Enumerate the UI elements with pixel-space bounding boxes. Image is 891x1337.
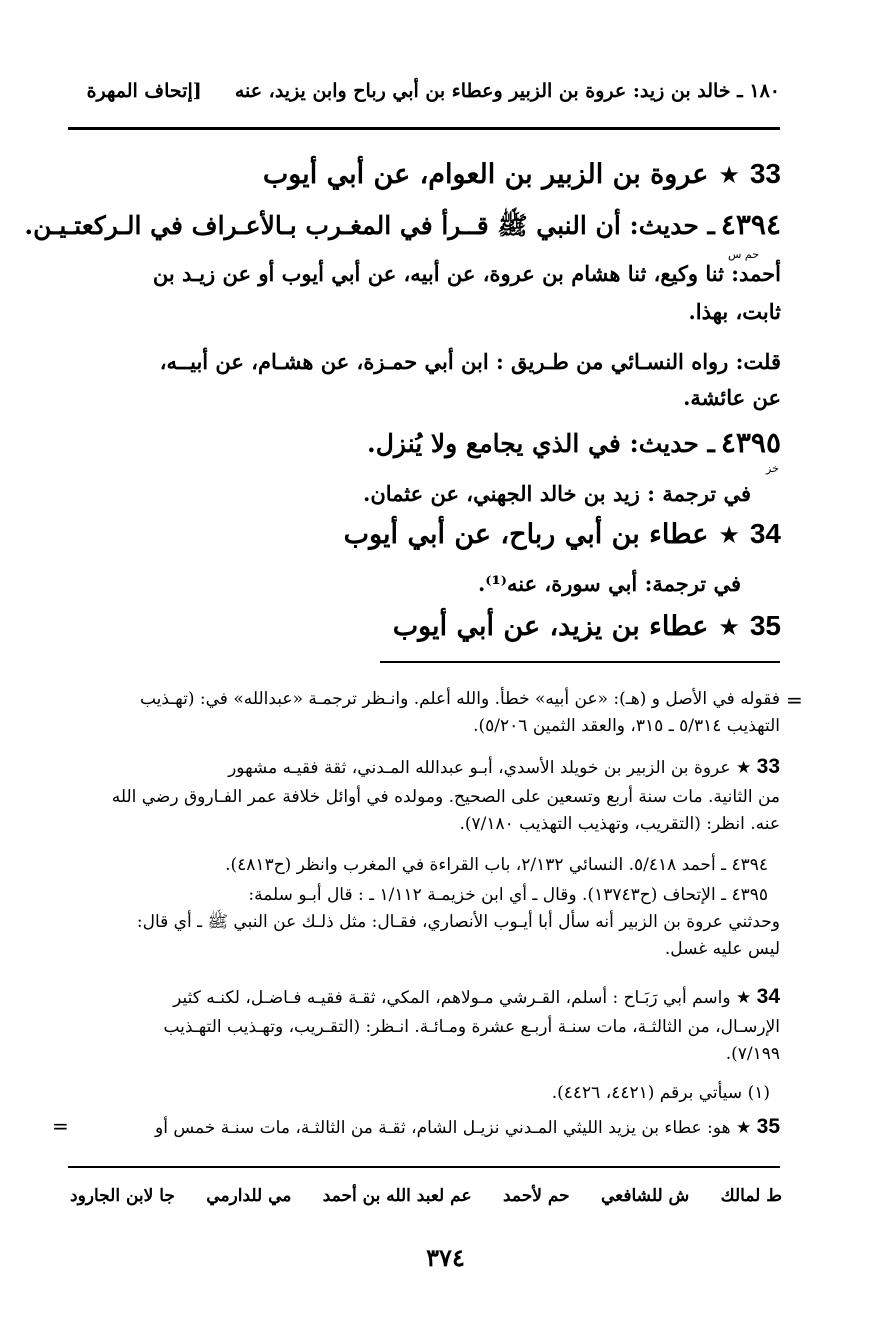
hadith-4394-heading	[24, 208, 781, 247]
footnote-separator	[380, 661, 780, 663]
header-text: ١٨٠ ـ خالد بن زيد: عروة بن الزبير وعطاء بن أبي رباح وابن يزيد، عنه	[234, 80, 780, 102]
header-book-title: [إتحاف المهرة	[86, 80, 202, 102]
hadith-4395-tarjama: في ترجمة : زيد بن خالد الجهني، عن عثمان.	[363, 481, 751, 506]
section-heading-34	[344, 518, 781, 550]
hadith-source-codes: خز	[766, 462, 779, 475]
footnote-number: 35	[756, 1115, 780, 1138]
hadith-number: ٤٣٩٥	[720, 426, 781, 459]
abbr-item: عم لعبد الله بن أحمد	[322, 1186, 472, 1206]
footnote-number: 33	[756, 755, 780, 778]
hadith-source-codes: حم س	[728, 248, 760, 261]
footer-rule	[68, 1166, 780, 1168]
star-icon: ★	[735, 1118, 752, 1138]
page-number: ٣٧٤	[426, 1243, 465, 1272]
footnote-continuation: فقوله في الأصل و (هـ): «عن أبيه» خطأ. والله أعلم. وانـظر ترجمـة «عبدالله» في: (تهـذيب التهذيب ٥/٣١٤ ـ ٣١٥، والعقد الثمين ٥/٢٠٦).	[139, 689, 780, 737]
footnote-1: (١) سيأتي برقم (٤٤٢١، ٤٤٢٦).	[551, 1083, 770, 1103]
section-heading-33	[263, 158, 781, 190]
section-34-tarjama: في ترجمة: أبي سورة، عنه⁽¹⁾.	[477, 571, 741, 596]
star-icon: ★	[718, 613, 740, 641]
running-header	[70, 80, 780, 102]
footnote-4394: ٤٣٩٤ ـ أحمد ٥/٤١٨. النسائي ٢/١٣٢، باب القراءة في المغرب وانظر (ح٤٨١٣).	[225, 855, 768, 875]
abbreviation-key	[70, 1186, 782, 1206]
hadith-text: ـ حديث: أن النبي ﷺ قــرأ في المغـرب بـالأعـراف في الـركعتـيـن.	[24, 211, 715, 240]
footnote-4395: ٤٣٩٥ ـ الإتحاف (ح١٣٧٤٣). وقال ـ أي ابن خزيمـة ١/١١٢ ـ : قال أبـو سلمة: وحدثني عروة بن الزبير أنه سأل أبا أيـوب الأنصاري، فقـال: مثل ذلـك عن النبي ﷺ ـ أي قال: ليس عليه غسل.	[136, 885, 780, 960]
abbr-item: ط لمالك	[720, 1186, 782, 1206]
hadith-text: ـ حديث: في الذي يجامع ولا يُنزل.	[367, 429, 715, 458]
hadith-4394-note-line-1: قلت: رواه النسـائي من طـريق : ابن أبي حمـزة، عن هشـام، عن أبيــه،	[159, 349, 781, 374]
abbr-item: حم لأحمد	[502, 1186, 570, 1206]
section-number: 33	[749, 158, 781, 189]
abbr-item: جا لابن الجارود	[70, 1186, 175, 1206]
star-icon: ★	[735, 758, 752, 778]
footnote-35: 35 ★ هو: عطاء بن يزيد الليثي المـدني نزيـل الشام، ثقـة من الثالثـة، مات سنـة خمس أو	[155, 1115, 780, 1138]
abbr-item: مي للدارمي	[206, 1186, 292, 1206]
abbr-item: ش للشافعي	[600, 1186, 690, 1206]
section-title: عروة بن الزبير بن العوام، عن أبي أيوب	[262, 159, 709, 190]
continuation-mark: =	[52, 1114, 69, 1138]
section-heading-35	[393, 610, 781, 642]
hadith-number: ٤٣٩٤	[720, 208, 781, 241]
hadith-4394-chain-line-2: ثابت، بهذا.	[688, 299, 781, 324]
section-title: عطاء بن يزيد، عن أبي أيوب	[392, 611, 709, 642]
hadith-4394-note-line-2: عن عائشة.	[683, 385, 781, 410]
section-number: 35	[749, 610, 781, 641]
section-title: عطاء بن أبي رباح، عن أبي أيوب	[343, 519, 709, 550]
header-rule	[68, 127, 780, 130]
continuation-mark: =	[786, 688, 803, 712]
footnote-33: 33 ★ عروة بن الزبير بن خويلد الأسدي، أبـو عبدالله المـدني، ثقة فقيـه مشهور من الثانية. مات سنة أربع وتسعين على الصحيح. ومولده في أوائل خلافة عمر الفـاروق رضي الله عنه. انظر: (التقريب، وتهذيب التهذيب ٧/١٨٠).	[111, 755, 780, 834]
section-number: 34	[749, 518, 781, 549]
star-icon: ★	[718, 521, 740, 549]
footnote-number: 34	[756, 985, 780, 1008]
hadith-4394-chain-line-1: أحمد: ثنا وكيع، ثنا هشام بن عروة، عن أبيه، عن أبي أيوب أو عن زيـد بن	[152, 261, 781, 286]
hadith-4395-heading	[367, 426, 781, 459]
footnote-34: 34 ★ واسم أبي رَبَـاح : أسلم، القـرشي مـولاهم، المكي، ثقـة فقيـه فـاضـل، لكنـه كثير الإرسـال، من الثالثـة، مات سنـة أربـع عشرة ومـائـة. انـظر: (التقـريب، وتهـذيب التهـذيب ٧/١٩٩).	[163, 985, 780, 1064]
star-icon: ★	[735, 988, 752, 1008]
star-icon: ★	[718, 161, 740, 189]
